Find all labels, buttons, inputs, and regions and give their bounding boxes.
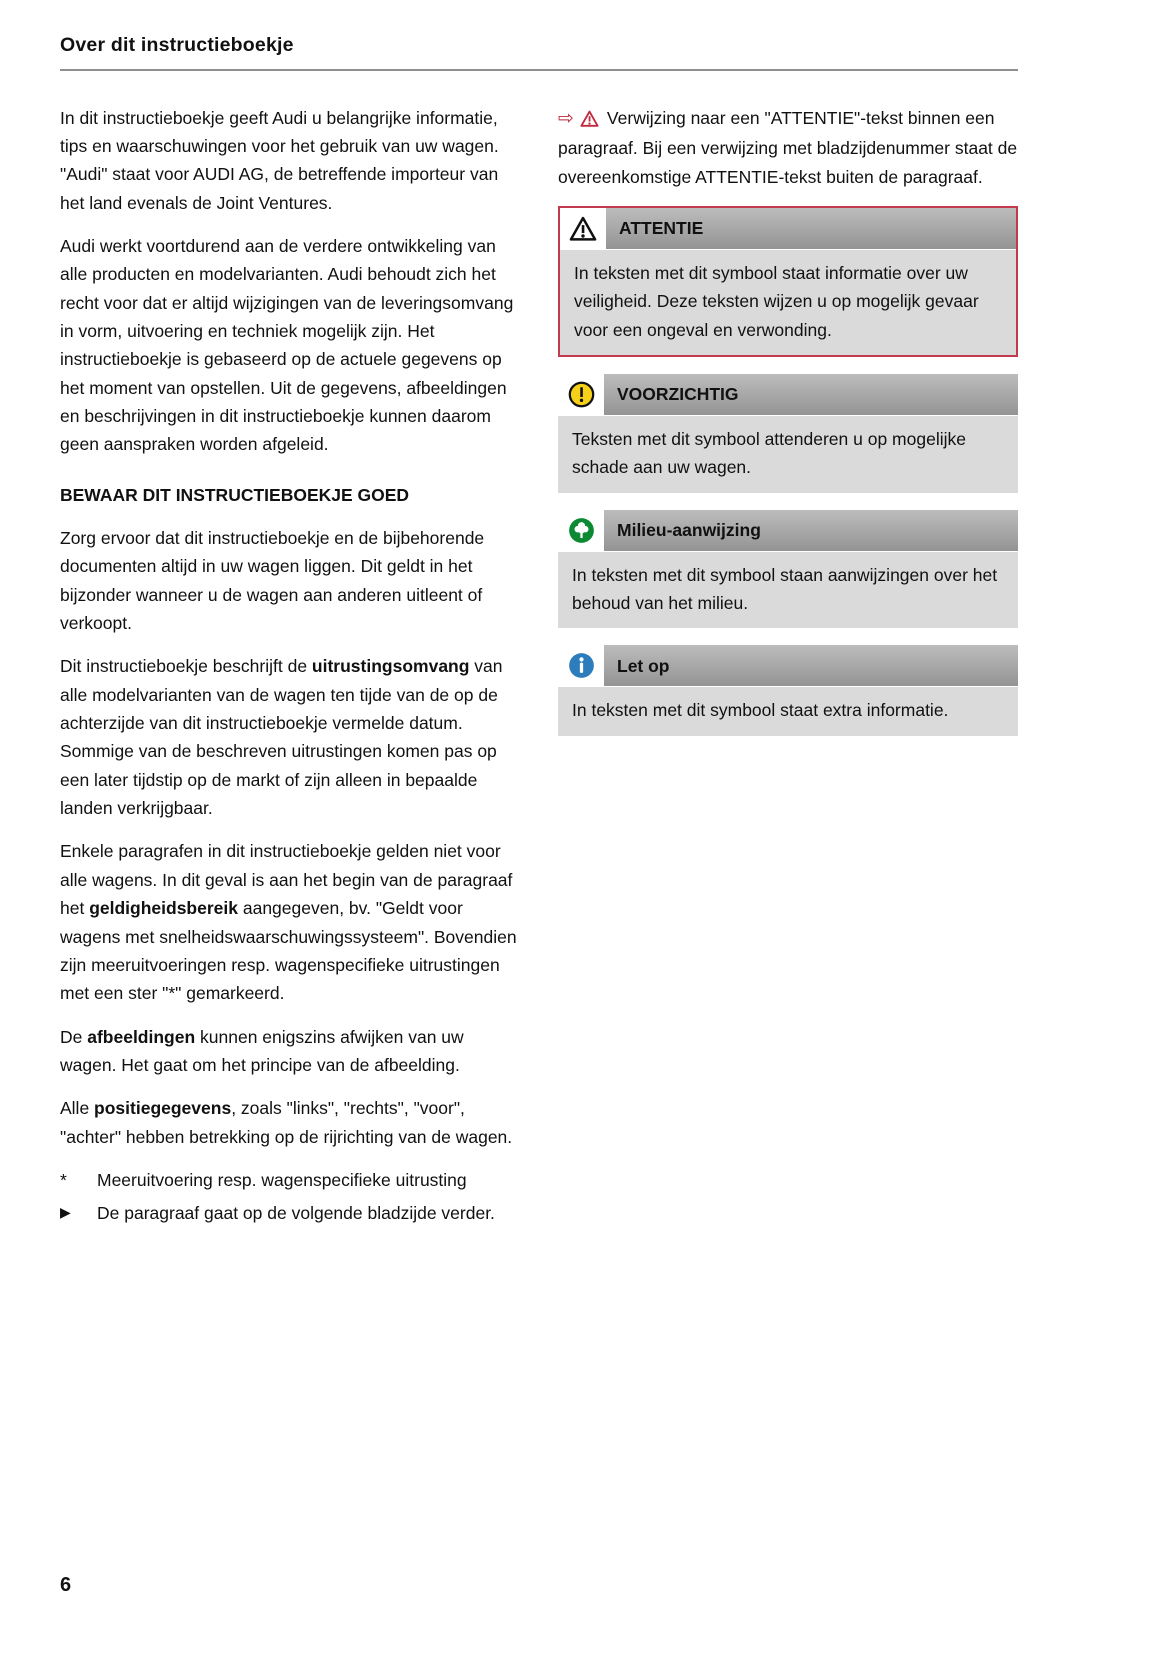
caution-box-title: VOORZICHTIG (617, 384, 739, 405)
note-box (558, 645, 1018, 735)
legend-item-star (60, 1166, 520, 1194)
right-column (558, 104, 1018, 1233)
tree-icon (558, 510, 604, 551)
paragraph: Zorg ervoor dat dit instructieboekje en de bijbehorende documenten altijd in uw wagen liggen. Dit geldt in het bijzonder wanneer u de wagen aan anderen uitleent of verkoopt. (60, 528, 485, 634)
symbol-legend (60, 1166, 520, 1228)
section-heading: BEWAAR DIT INSTRUCTIEBOEKJE GOED (60, 484, 410, 505)
attention-box-header (560, 208, 1016, 249)
continuation-triangle-marker: ▶ (60, 1204, 71, 1221)
exclamation-circle-icon (558, 374, 604, 415)
environment-box (558, 510, 1018, 629)
note-box-header (558, 645, 1018, 686)
title-rule (60, 69, 1018, 71)
page-number: 6 (60, 1573, 72, 1596)
paragraph: In dit instructieboekje geeft Audi u belangrijke informatie, tips en waarschuwingen voor het gebruik van uw wagen. "Audi" staat voor AUDI AG, de betreffende importeur van het land evenals de Joint Ventures. (60, 107, 499, 213)
environment-box-header (558, 510, 1018, 551)
reference-note (558, 104, 1018, 191)
paragraph: Dit instructieboekje beschrijft de uitrustingsomvang van alle modelvarianten van de wagen ten tijde van de op de achterzijde van dit instructieboekje vermelde datum. Sommige van de beschreven uitrustingen komen pas op een later tijdstip op de markt of zijn alleen in bepaalde landen verkrijgbaar. (60, 656, 503, 819)
warning-triangle-icon (580, 108, 607, 128)
environment-box-body: In teksten met dit symbool staan aanwijzingen over het behoud van het milieu. (558, 551, 1018, 629)
legend-item-continuation (60, 1199, 520, 1227)
paragraph: Audi werkt voortdurend aan de verdere ontwikkeling van alle producten en modelvarianten. Audi behoudt zich het recht voor dat er altijd wijzigingen van de leveringsomvang in vorm, uitvoering en techniek mogelijk zijn. Het instructieboekje is gebaseerd op de actuele gegevens op het moment van opstellen. Uit de gegevens, afbeeldingen en beschrijvingen in dit instructieboekje kunnen daarom geen aanspraken worden afgeleid. (60, 235, 514, 455)
paragraph: De afbeeldingen kunnen enigszins afwijken van uw wagen. Het gaat om het principe van de afbeelding. (60, 1026, 464, 1075)
note-box-body: In teksten met dit symbool staat extra informatie. (558, 686, 1018, 735)
legend-text: De paragraaf gaat op de volgende bladzijde verder. (97, 1203, 495, 1224)
caution-box-body: Teksten met dit symbool attenderen u op mogelijke schade aan uw wagen. (558, 415, 1018, 493)
warning-triangle-icon (560, 208, 606, 249)
paragraph: Alle positiegegevens, zoals "links", "rechts", "voor", "achter" hebben betrekking op de rijrichting van de wagen. (60, 1098, 513, 1147)
attention-box-title: ATTENTIE (619, 218, 704, 239)
caution-box (558, 374, 1018, 493)
note-box-title: Let op (617, 655, 670, 676)
star-marker: * (60, 1169, 67, 1190)
reference-note-text: Verwijzing naar een "ATTENTIE"-tekst binnen een paragraaf. Bij een verwijzing met bladzijdenummer staat de overeenkomstige ATTENTIE-tekst buiten de paragraaf. (558, 107, 1018, 187)
left-column (60, 104, 520, 1233)
attention-box (558, 206, 1018, 357)
page-title: Over dit instructieboekje (60, 34, 294, 56)
attention-box-body: In teksten met dit symbool staat informatie over uw veiligheid. Deze teksten wijzen u op mogelijk gevaar voor een ongeval en verwonding. (560, 249, 1016, 355)
paragraph: Enkele paragrafen in dit instructieboekje gelden niet voor alle wagens. In dit geval is aan het begin van de paragraaf het geldigheidsbereik aangegeven, bv. "Geldt voor wagens met snelheidswaarschuwingssysteem". Bovendien zijn meeruitvoeringen resp. wagenspecifieke uitrustingen met een ster "*" gemarkeerd. (60, 841, 517, 1004)
reference-arrow-icon: ⇨ (558, 107, 574, 129)
info-icon (558, 645, 604, 686)
two-column-layout (60, 104, 1018, 1233)
legend-text: Meeruitvoering resp. wagenspecifieke uitrusting (97, 1169, 467, 1190)
caution-box-header (558, 374, 1018, 415)
environment-box-title: Milieu-aanwijzing (617, 520, 761, 541)
